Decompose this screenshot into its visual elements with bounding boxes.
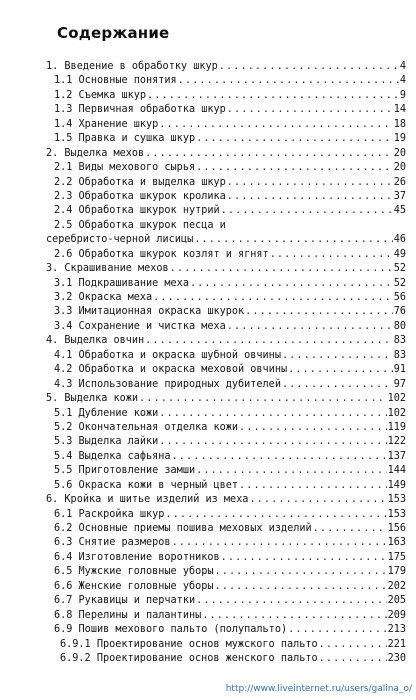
toc-entry-number: 2.1 xyxy=(54,162,73,174)
toc-entry-label: Окраска кожи в черный цвет xyxy=(78,479,239,491)
toc-entry-label: Снятие размеров xyxy=(78,537,171,549)
toc-entry-title xyxy=(54,176,226,190)
dot-leader xyxy=(214,565,386,579)
dot-leader xyxy=(170,262,393,276)
toc-entry-label: Выделка мехов xyxy=(64,147,145,159)
toc-entry-number: 2.5 xyxy=(54,219,73,231)
toc-entry-title xyxy=(54,450,171,464)
toc-entry-title xyxy=(46,60,218,74)
toc-entry-page: 19 xyxy=(393,133,406,145)
toc-entry xyxy=(46,89,406,103)
dot-leader xyxy=(214,580,386,594)
toc-entry-page: 14 xyxy=(393,104,406,116)
toc-entry-title xyxy=(54,320,226,334)
dot-leader xyxy=(159,118,392,132)
dot-leader xyxy=(270,248,393,262)
toc-entry-number: 2.2 xyxy=(54,176,73,188)
toc-entry-label: Основные понятия xyxy=(78,75,177,87)
toc-entry-label: Женские головные уборы xyxy=(78,580,214,592)
toc-entry-number: 6.2 xyxy=(54,523,73,534)
toc-entry-title xyxy=(54,407,158,421)
toc-entry-page: 119 xyxy=(387,421,406,433)
toc-entry-title xyxy=(54,103,226,117)
toc-entry-number: 3.2 xyxy=(54,292,73,303)
toc-entry-label: Окончательная отделка кожи xyxy=(78,421,239,433)
dot-leader xyxy=(159,407,386,421)
toc-entry-page: 49 xyxy=(393,248,406,260)
toc-entry-label: Виды мехового сырья xyxy=(78,162,196,174)
toc-entry xyxy=(46,118,406,132)
toc-entry-page: 91 xyxy=(393,364,406,376)
toc-entry-number: 4.2 xyxy=(54,364,73,376)
toc-entry-page: 153 xyxy=(387,508,406,520)
dot-leader xyxy=(145,147,393,161)
dot-leader xyxy=(145,334,393,348)
toc-entry xyxy=(46,147,406,161)
toc-entry-label: Обработка шкурок нутрий xyxy=(78,205,220,217)
toc-entry-number: 4.3 xyxy=(54,378,73,390)
toc-entry-number: 1.2 xyxy=(54,89,73,101)
toc-entry-page: 179 xyxy=(387,566,406,578)
dot-leader xyxy=(221,551,387,565)
toc-entry-title xyxy=(46,262,169,276)
toc-entry-title xyxy=(54,190,226,204)
toc-entry-title xyxy=(54,594,195,608)
toc-entry-number: 2.4 xyxy=(54,205,73,217)
toc-entry xyxy=(46,580,406,594)
toc-entry-page: 230 xyxy=(387,652,406,664)
toc-entry-label: Проектирование основ мужского пальто xyxy=(96,638,318,650)
toc-entry-page: 213 xyxy=(387,624,406,636)
toc-entry-label: Обработка шкурок козлят и ягнят xyxy=(78,248,269,260)
dot-leader xyxy=(147,89,399,103)
toc-entry-number: 6.8 xyxy=(54,609,73,621)
toc-entry xyxy=(46,132,406,146)
toc-entry-page: 76 xyxy=(393,306,406,318)
dot-leader xyxy=(172,536,387,550)
toc-entry-label: Сохранение и чистка меха xyxy=(78,320,226,332)
toc-entry-label: Мужские головные уборы xyxy=(78,566,214,578)
toc-entry-page: 52 xyxy=(393,263,406,275)
dot-leader xyxy=(221,204,393,218)
toc-entry xyxy=(46,60,406,74)
toc-entry-number: 2. xyxy=(46,147,59,159)
toc-entry-page: 45 xyxy=(393,205,406,217)
toc-entry-label: Перелины и палантины xyxy=(78,609,202,621)
toc-entry-title xyxy=(46,392,138,406)
toc-entry-label: Выделка кожи xyxy=(64,393,139,405)
dot-leader xyxy=(319,652,387,666)
toc-entry-number: 6.1 xyxy=(54,508,73,520)
toc-entry-label: Кройка и шитье изделий из меха xyxy=(64,494,249,506)
toc-entry-page: 4 xyxy=(399,75,406,87)
toc-entry xyxy=(46,161,406,175)
dot-leader xyxy=(227,176,393,190)
toc-entry-number: 6. xyxy=(46,494,59,506)
dot-leader xyxy=(178,74,399,88)
toc-entry-number: 5. xyxy=(46,393,59,405)
toc-entry-page: 26 xyxy=(393,176,406,188)
toc-entry xyxy=(46,565,406,579)
toc-entry-label: Приготовление замши xyxy=(78,465,196,477)
toc-entry-label: Изготовление воротников xyxy=(78,551,220,563)
toc-entry-title xyxy=(54,219,226,233)
toc-entry-title xyxy=(60,638,318,652)
dot-leader xyxy=(239,421,387,435)
toc-entry xyxy=(46,623,406,637)
toc-entry-title xyxy=(54,421,238,435)
toc-entry xyxy=(46,305,406,319)
toc-entry-number: 1.4 xyxy=(54,118,73,130)
dot-leader xyxy=(172,450,387,464)
toc-entry-title xyxy=(54,118,158,132)
toc-entry-title xyxy=(54,522,312,536)
toc-entry-title xyxy=(54,378,281,392)
toc-entry-label: Имитационная окраска шкурок xyxy=(78,306,245,318)
toc-entry-title xyxy=(54,132,195,146)
toc-entry-number: 2.3 xyxy=(54,190,73,202)
toc-entry xyxy=(46,233,406,247)
toc-entry xyxy=(46,74,406,88)
source-url: http://www.liveinternet.ru/users/galina_o/ xyxy=(225,684,412,694)
toc-entry xyxy=(46,609,406,623)
toc-entry-page: 56 xyxy=(393,292,406,303)
dot-leader xyxy=(288,363,393,377)
toc-entry-label: Обработка и окраска шубной овчины xyxy=(78,349,281,361)
toc-entry xyxy=(46,176,406,190)
toc-entry-page: 202 xyxy=(387,580,406,592)
toc-entry-title xyxy=(54,363,287,377)
dot-leader xyxy=(245,305,393,319)
dot-leader xyxy=(227,320,393,334)
dot-leader xyxy=(313,522,387,536)
toc-entry xyxy=(46,464,406,478)
toc-entry xyxy=(46,479,406,493)
toc-entry xyxy=(46,536,406,550)
toc-entry xyxy=(46,551,406,565)
toc-entry-number: 6.4 xyxy=(54,551,73,563)
toc-entry-label: Обработка и выделка шкур xyxy=(78,176,226,188)
toc-entry-number: 6.9.1 xyxy=(60,638,91,650)
toc-entry-label: Первичная обработка шкур xyxy=(78,104,226,116)
toc-entry-page: 4 xyxy=(399,61,406,72)
toc-entry-label: Обработка шкурок песца и xyxy=(78,219,226,231)
dot-leader xyxy=(190,277,393,291)
toc-entry-page: 209 xyxy=(387,609,406,621)
toc-entry-page: 37 xyxy=(393,190,406,202)
toc-entry-number: 5.6 xyxy=(54,479,73,491)
toc-entry-label: Подкрашивание меха xyxy=(78,277,189,289)
toc-entry-title xyxy=(46,493,248,507)
toc-entry-title xyxy=(54,536,171,550)
toc-entry xyxy=(46,450,406,464)
dot-leader xyxy=(239,479,387,493)
toc-entry-page: 83 xyxy=(393,349,406,361)
toc-entry-page: 20 xyxy=(393,147,406,159)
dot-leader xyxy=(319,638,387,652)
toc-entry-number: 5.5 xyxy=(54,465,73,477)
toc-entry xyxy=(46,421,406,435)
toc-entry xyxy=(46,652,406,666)
toc-entry xyxy=(46,262,406,276)
toc-entry-page: 144 xyxy=(387,465,406,477)
toc-entry-page: 80 xyxy=(393,320,406,332)
toc-entry-label: Использование природных дубителей xyxy=(78,378,281,390)
toc-entry-page: 137 xyxy=(387,450,406,462)
toc-entry-label: Обработка и окраска меховой овчины xyxy=(78,364,288,376)
toc-entry-number: 1.3 xyxy=(54,104,73,116)
table-of-contents xyxy=(46,60,406,666)
dot-leader xyxy=(282,378,393,392)
toc-entry-number: 4.1 xyxy=(54,349,73,361)
toc-entry-label: Раскройка шкур xyxy=(78,508,165,520)
toc-entry-label: Выделка сафьяна xyxy=(78,450,171,462)
dot-leader xyxy=(165,508,386,522)
dot-leader xyxy=(196,594,387,608)
toc-entry-page: 9 xyxy=(399,89,406,101)
toc-entry-page: 122 xyxy=(387,436,406,448)
toc-entry-label: Введение в обработку шкур xyxy=(64,61,218,72)
toc-entry-title xyxy=(54,74,177,88)
toc-entry xyxy=(46,493,406,507)
toc-entry-page: 83 xyxy=(393,335,406,347)
dot-leader xyxy=(219,60,399,74)
toc-entry-title xyxy=(54,89,146,103)
toc-entry-title xyxy=(54,565,213,579)
toc-entry-number: 1.1 xyxy=(54,75,73,87)
toc-entry-title xyxy=(54,161,195,175)
dot-leader xyxy=(227,190,393,204)
toc-entry-label: Выделка лайки xyxy=(78,436,159,448)
toc-entry xyxy=(46,392,406,406)
toc-entry-title xyxy=(54,623,287,637)
toc-entry-label: Дубление кожи xyxy=(78,407,159,419)
toc-entry-number: 3.4 xyxy=(54,320,73,332)
dot-leader xyxy=(196,132,393,146)
dot-leader xyxy=(196,464,387,478)
toc-entry xyxy=(46,594,406,608)
toc-entry xyxy=(46,204,406,218)
page-title: Содержание xyxy=(57,24,170,42)
toc-entry-title xyxy=(46,233,193,247)
dot-leader xyxy=(194,233,393,247)
dot-leader xyxy=(153,291,393,305)
toc-entry xyxy=(46,638,406,652)
toc-entry-title xyxy=(54,349,281,363)
toc-entry xyxy=(46,190,406,204)
toc-entry-number: 5.2 xyxy=(54,421,73,433)
toc-entry xyxy=(46,349,406,363)
toc-entry-title xyxy=(46,147,144,161)
dot-leader xyxy=(282,349,393,363)
toc-entry-title xyxy=(54,291,152,305)
toc-entry-title xyxy=(54,248,269,262)
toc-entry xyxy=(46,219,406,233)
toc-entry-title xyxy=(60,652,318,666)
toc-entry-number: 6.7 xyxy=(54,595,73,607)
toc-entry-page: 163 xyxy=(387,537,406,549)
toc-entry-title xyxy=(54,551,220,565)
toc-entry xyxy=(46,334,406,348)
toc-entry-page: 153 xyxy=(387,494,406,506)
toc-entry-label: Окраска меха xyxy=(78,292,153,303)
toc-entry-number: 3.1 xyxy=(54,277,73,289)
toc-entry xyxy=(46,320,406,334)
toc-entry-number: 6.3 xyxy=(54,537,73,549)
toc-entry xyxy=(46,435,406,449)
toc-entry-page: 175 xyxy=(387,551,406,563)
toc-entry-page: 205 xyxy=(387,595,406,607)
toc-entry-number: 6.9 xyxy=(54,624,73,636)
toc-entry-label: Съемка шкур xyxy=(78,89,147,101)
toc-entry-number: 2.6 xyxy=(54,248,73,260)
toc-entry xyxy=(46,363,406,377)
toc-entry-title xyxy=(54,277,189,291)
toc-entry-label: Хранение шкур xyxy=(78,118,159,130)
toc-entry-page: 18 xyxy=(393,118,406,130)
toc-entry-page: 221 xyxy=(387,638,406,650)
toc-entry-label: Пошив мехового пальто (полупальто) xyxy=(78,624,288,636)
toc-entry-label: Обработка шкурок кролика xyxy=(78,190,226,202)
dot-leader xyxy=(288,623,387,637)
toc-entry-number: 5.4 xyxy=(54,450,73,462)
toc-entry-title xyxy=(54,609,201,623)
dot-leader xyxy=(196,161,393,175)
toc-entry-number: 6.9.2 xyxy=(60,652,91,664)
toc-entry-page: 46 xyxy=(393,234,406,246)
toc-entry-number: 6.6 xyxy=(54,580,73,592)
toc-entry-number: 5.1 xyxy=(54,407,73,419)
toc-entry-number: 3. xyxy=(46,263,59,275)
toc-entry-title xyxy=(54,464,195,478)
toc-entry-title xyxy=(46,334,144,348)
toc-entry-page: 149 xyxy=(387,479,406,491)
toc-entry-title xyxy=(54,435,158,449)
toc-entry-title xyxy=(54,580,213,594)
dot-leader xyxy=(159,435,386,449)
toc-entry xyxy=(46,407,406,421)
toc-entry-number: 1. xyxy=(46,61,59,72)
toc-entry-label: серебристо-черной лисицы xyxy=(46,234,194,246)
toc-entry-label: Основные приемы пошива меховых изделий xyxy=(78,523,312,534)
toc-entry xyxy=(46,103,406,117)
toc-entry-number: 4. xyxy=(46,335,59,347)
toc-entry-page: 156 xyxy=(387,523,406,534)
toc-entry-number: 5.3 xyxy=(54,436,73,448)
dot-leader xyxy=(227,103,393,117)
toc-entry xyxy=(46,508,406,522)
dot-leader xyxy=(249,493,386,507)
toc-entry-title xyxy=(54,508,164,522)
toc-entry-label: Выделка овчин xyxy=(64,335,145,347)
toc-entry-number: 1.5 xyxy=(54,133,73,145)
toc-entry-number: 3.3 xyxy=(54,306,73,318)
toc-entry xyxy=(46,378,406,392)
toc-entry-title xyxy=(54,204,220,218)
toc-entry-label: Скрашивание мехов xyxy=(64,263,169,275)
dot-leader xyxy=(139,392,387,406)
toc-entry-page: 52 xyxy=(393,277,406,289)
toc-entry-label: Правка и сушка шкур xyxy=(78,133,196,145)
toc-entry-page: 97 xyxy=(393,378,406,390)
toc-entry-label: Рукавицы и перчатки xyxy=(78,595,196,607)
toc-entry-title xyxy=(54,479,238,493)
toc-entry xyxy=(46,248,406,262)
toc-entry-title xyxy=(54,305,244,319)
dot-leader xyxy=(202,609,386,623)
toc-entry xyxy=(46,522,406,536)
toc-entry xyxy=(46,277,406,291)
toc-entry xyxy=(46,291,406,305)
toc-entry-label: Проектирование основ женского пальто xyxy=(96,652,318,664)
toc-entry-page: 102 xyxy=(387,393,406,405)
toc-entry-number: 6.5 xyxy=(54,566,73,578)
toc-entry-page: 102 xyxy=(387,407,406,419)
toc-entry-page: 20 xyxy=(393,162,406,174)
